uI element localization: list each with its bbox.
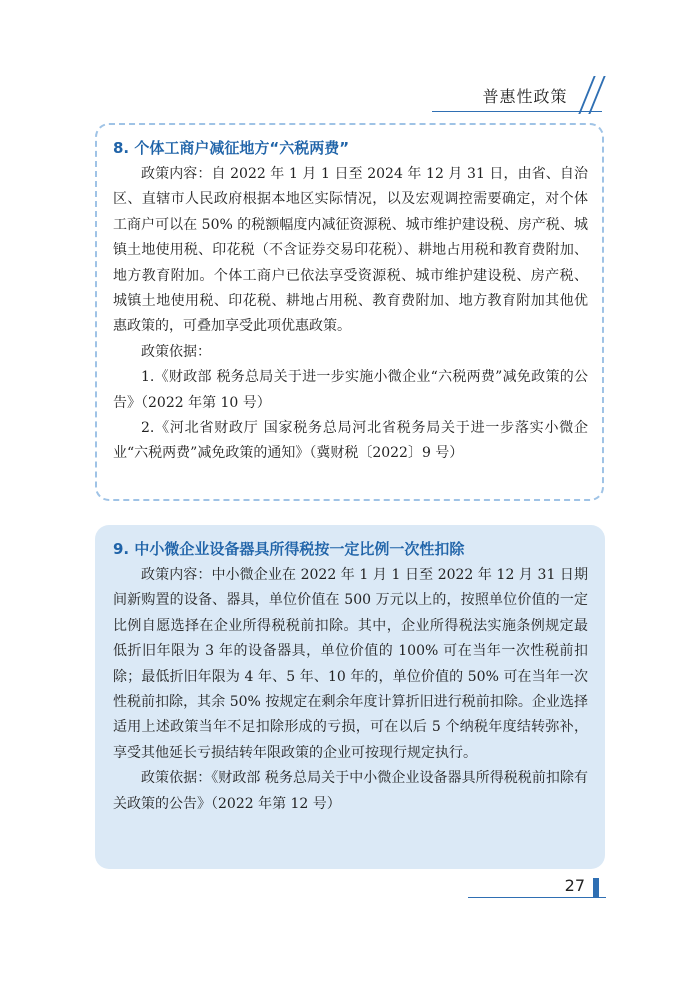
section-8-basis-item: 2.《河北省财政厅 国家税务总局河北省税务局关于进一步落实小微企业“六税两费”减免政策的通知》（冀财税〔2022〕9 号） [113, 420, 588, 462]
footer-rule [468, 897, 606, 898]
section-9-basis: 政策依据：《财政部 税务总局关于中小微企业设备器具所得税税前扣除有关政策的公告》（2022 年第 12 号） [113, 770, 588, 812]
section-8-basis-label: 政策依据： [141, 343, 211, 360]
section-8-basis-item: 1.《财政部 税务总局关于进一步实施小微企业“六税两费”减免政策的公告》（2022 年第 10 号） [113, 369, 588, 411]
footer-mark [593, 878, 599, 898]
section-8-title: 8. 个体工商户减征地方“六税两费” [113, 139, 350, 157]
section-8-content: 政策内容：自 2022 年 1 月 1 日至 2024 年 12 月 31 日，由省、自治区、直辖市人民政府根据本地区实际情况，以及宏观调控需要确定，对个体工商户可以在 50% 的税额幅度内减征资源税、城市维护建设税、房产税、城镇土地使用税、印花税（不含证券交易印花税）、耕地占用税和教育费附加、地方教育附加。个体工商户已依法享受资源税、城市维护建设税、房产税、城镇土地使用税、印花税、耕地占用税、教育费附加、地方教育附加其他优惠政策的，可叠加享受此项优惠政策。 [113, 166, 588, 335]
section-8-body [113, 162, 588, 467]
section-9-content: 政策内容：中小微企业在 2022 年 1 月 1 日至 2022 年 12 月 31 日期间新购置的设备、器具，单位价值在 500 万元以上的，按照单位价值的一定比例自愿选择在企业所得税税前扣除。其中，企业所得税法实施条例规定最低折旧年限为 3 年的设备器具，单位价值的 100% 可在当年一次性税前扣除；最低折旧年限为 4 年、5 年、10 年的，单位价值的 50% 可在当年一次性税前扣除，其余 50% 按规定在剩余年度计算折旧进行税前扣除。企业选择适用上述政策当年不足扣除形成的亏损，可在以后 5 个纳税年度结转弥补，享受其他延长亏损结转年限政策的企业可按现行规定执行。 [113, 567, 588, 761]
running-header: 普惠性政策 [482, 87, 568, 106]
section-9-body [113, 563, 588, 817]
page-number: 27 [564, 876, 585, 895]
header-rule [432, 111, 602, 112]
header-decor-slash [578, 76, 595, 114]
section-9-title: 9. 中小微企业设备器具所得税按一定比例一次性扣除 [113, 540, 465, 558]
